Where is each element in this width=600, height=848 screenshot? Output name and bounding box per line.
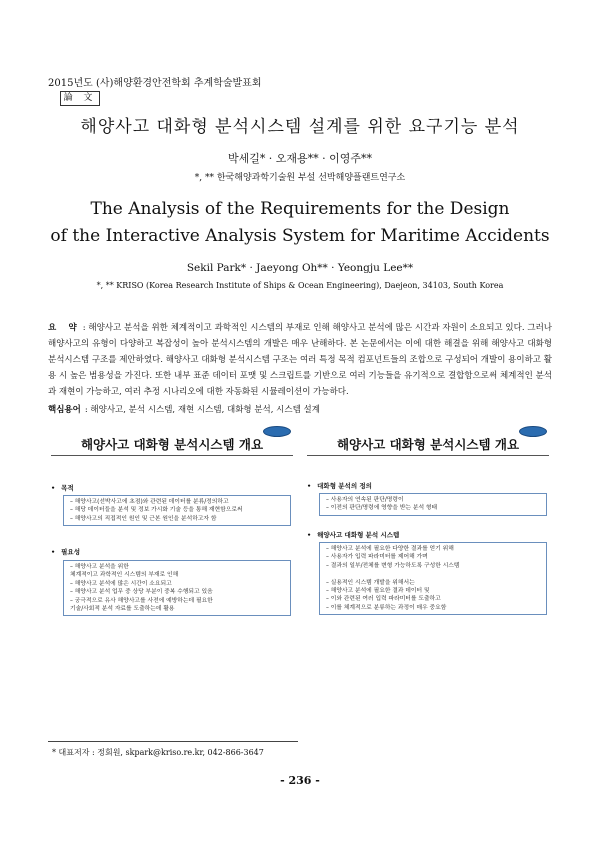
list-item: – 이와 관련된 여러 입력 파라미터를 도출하고 [326,596,441,603]
slide-left-box-purpose [63,495,291,526]
footnote-divider [48,741,298,742]
keywords [48,403,552,415]
paper-type-badge: 論 文 [60,91,100,106]
list-item: – 해양사고 분석에 필요한 다양한 결과를 얻기 위해 [326,546,454,552]
list-item: – 해양사고 분석을 위한 [70,564,129,570]
slide-left [51,426,293,648]
list-item: – 해양사고의 직접적인 원인 및 근본 원인을 분석하고자 함 [70,515,217,522]
abstract [48,320,552,400]
list-item: – 해양사고 분석 업무 중 상당 부분이 중복 수행되고 있음 [70,589,213,596]
slide-right-box-system [319,542,547,615]
slide-left-title: 해양사고 대화형 분석시스템 개요 [80,437,264,452]
list-item: – 이전의 판단/명령에 영향을 받는 분석 형태 [326,505,438,512]
english-title-line1: The Analysis of the Requirements for the Design [90,199,510,219]
list-item: – 이를 체계적으로 분류하는 과정이 매우 중요함 [326,604,447,611]
korean-title: 해양사고 대화형 분석시스템 설계를 위한 요구기능 분석 [80,117,520,137]
slide-left-divider [51,455,293,456]
list-item: 기술/사회적 분석 자료를 도출하는데 활용 [70,606,175,613]
page-number: - 236 - [280,774,320,787]
korean-affiliation: *, ** 한국해양과학기술원 부설 선박해양플랜트연구소 [194,173,406,183]
keywords-text: : 해양사고, 분석 시스템, 재현 시스템, 대화형 분석, 시스템 설계 [84,405,320,415]
list-item: – 궁극적으로 유사 해양사고를 사전에 예방하는데 필요한 [70,597,213,604]
list-item: – 해양사고 분석에 많은 시간이 소요되고 [70,580,172,587]
english-affiliation: *, ** KRISO (Korea Research Institute of Ships & Ocean Engineering), Daejeon, 34103, South Korea [96,281,504,290]
list-item: – 해양사고(선박사고에 초점)와 관련된 데이터를 분류/정의하고 [70,499,229,505]
slide-left-section-purpose: • 목적 [51,483,74,492]
slide-left-section-necessity: • 필요성 [51,547,80,556]
abstract-text: : 해양사고 분석을 위한 체계적이고 과학적인 시스템의 부재로 인해 해양사고 분석에 많은 시간과 자원이 소요되고 있다. 그러나 해양사고의 유형이 다양하고 복잡성이 높아 분석시스템의 개발은 매우 난해하다. 본 논문에서는 이에 대한 해결을 위해 해양사고 대화형 분석시스템 구조를 제안하였다. 해양사고 대화형 분석시스템 구조는 여러 특정 목적 컴포넌트들의 조합으로 구성되어 개발이 용이하고 활용 시 높은 범용성을 가진다. 또한 내부 표준 데이터 포맷 및 스크립트를 기반으로 여러 기능들을 유기적으로 결합함으로써 체계적인 분석과 재현이 가능하고, 여러 추정 시나리오에 대한 자동화된 시뮬레이션이 가능하다. [48,323,553,397]
slide-right-section-definition: • 대화형 분석의 정의 [307,481,372,490]
korean-authors: 박세길* · 오재용** · 이영주** [227,152,373,165]
english-title [0,196,600,250]
footnote: * 대표저자 : 정회원, skpark@kriso.re.kr, 042-866-3647 [52,748,264,757]
english-authors: Sekil Park* · Jaeyong Oh** · Yeongju Lee** [186,262,414,274]
conference-header: 2015년도 (사)해양환경안전학회 추계학술발표회 [48,78,262,89]
list-item: – 실용적인 시스템 개발을 위해서는 [326,579,415,586]
english-title-line2: of the Interactive Analysis System for Maritime Accidents [50,226,550,246]
list-item: – 사용자가 입력 파라미터를 제어해 가며 [326,554,428,561]
list-item: – 사용자의 연속된 판단/명령이 [326,497,404,503]
list-item: – 해양사고 분석에 필요한 결과 데이터 및 [326,588,430,595]
list-item: – 해당 데이터들을 분석 및 정보 가시화 기술 등을 통해 재현함으로써 [70,507,243,514]
keywords-label: 핵심용어 [48,405,81,415]
slide-right-section-system: • 해양사고 대화형 분석 시스템 [307,530,399,539]
abstract-label: 요 약 [48,323,77,333]
list-spacer [326,570,540,578]
list-item: – 결과의 일부/전체를 변형 가능하도록 구성한 시스템 [326,562,460,569]
list-item: 체계적이고 과학적인 시스템의 부재로 인해 [70,572,179,579]
slide-left-box-necessity [63,560,291,616]
slide-right-box-definition [319,493,547,516]
slide-right [307,426,549,648]
slide-right-divider [307,455,549,456]
slide-right-title: 해양사고 대화형 분석시스템 개요 [336,437,520,452]
